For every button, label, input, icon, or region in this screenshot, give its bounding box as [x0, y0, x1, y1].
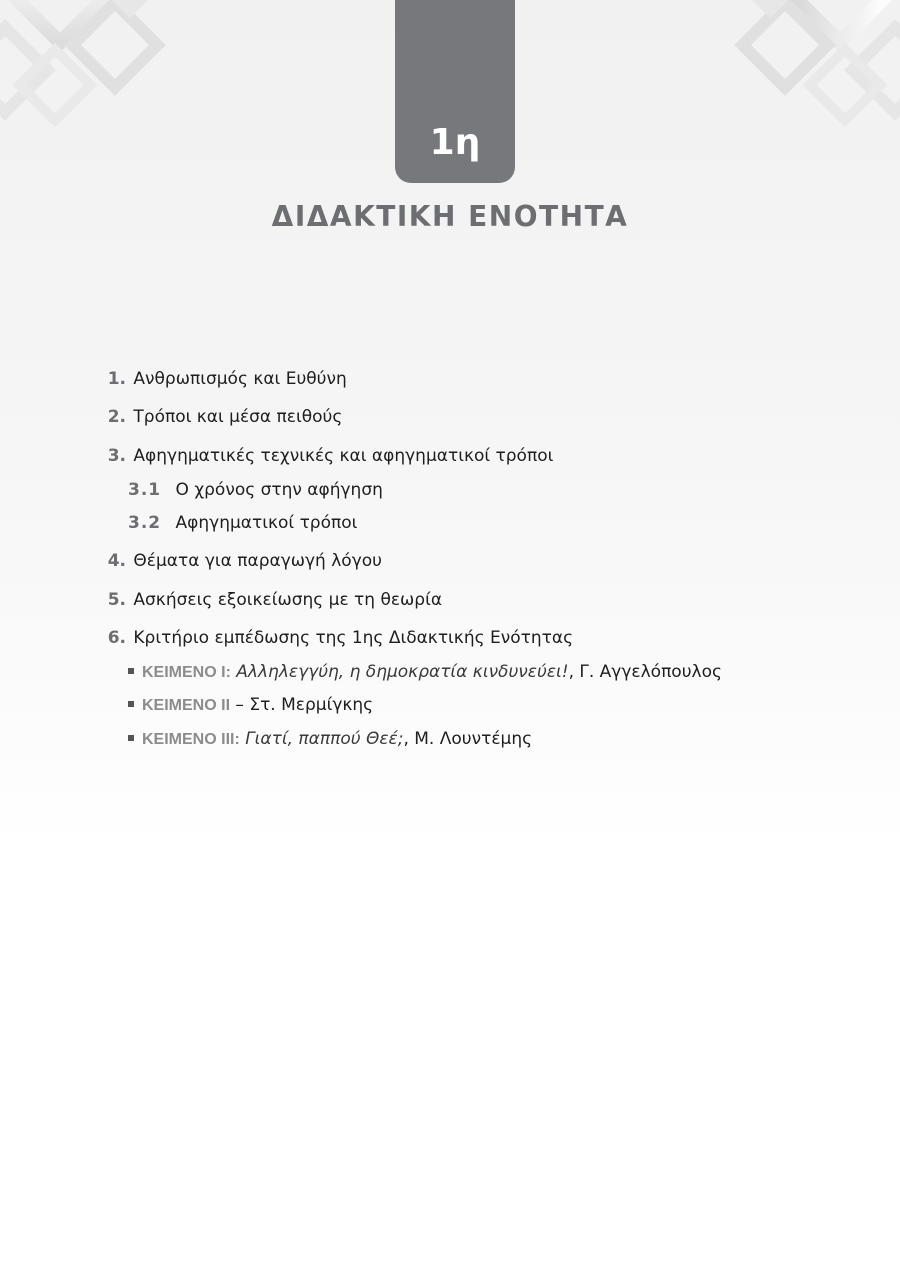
toc-item-number: 3. — [107, 446, 126, 466]
toc-item-number: 6. — [107, 628, 126, 648]
bullet-square-icon — [128, 735, 134, 741]
toc-subitem-3-2 — [128, 512, 357, 534]
chapter-tab — [395, 0, 515, 183]
toc-item-3 — [100, 445, 553, 467]
chapter-title: ΔΙΔΑΚΤΙΚΗ ΕΝΟΤΗΤΑ — [271, 200, 629, 233]
toc-subitem-number: 3.1 — [128, 480, 162, 500]
text-label: ΚΕΙΜΕΝΟ ΙΙΙ: — [142, 731, 240, 748]
toc-item-number: 2. — [107, 407, 126, 427]
text-title: Αλληλεγγύη, η δημοκρατία κινδυνεύει! — [236, 662, 569, 682]
text-author: , Γ. Αγγελόπουλος — [568, 662, 722, 682]
toc-item-2 — [100, 406, 342, 428]
toc-item-4 — [100, 550, 382, 572]
toc-item-5 — [100, 589, 442, 611]
toc-item-6 — [100, 627, 573, 649]
toc-subitem-text: Ο χρόνος στην αφήγηση — [175, 480, 383, 500]
toc-item-1 — [100, 368, 347, 390]
toc-item-text: Ανθρωπισμός και Ευθύνη — [133, 369, 347, 389]
bullet-square-icon — [128, 668, 134, 674]
toc-subitem-3-1 — [128, 479, 383, 501]
toc-item-number: 5. — [107, 590, 126, 610]
text-label: ΚΕΙΜΕΝΟ ΙΙ — [142, 697, 231, 714]
toc-item-number: 1. — [107, 369, 126, 389]
toc-item-number: 4. — [107, 551, 126, 571]
chapter-number: 1η — [429, 122, 481, 163]
toc-item-text: Κριτήριο εμπέδωσης της 1ης Διδακτικής Ενότητας — [133, 628, 574, 648]
toc-subitem-text: Αφηγηματικοί τρόποι — [175, 513, 358, 533]
bullet-square-icon — [128, 701, 134, 707]
text-title: Γιατί, παππού Θεέ; — [245, 729, 404, 749]
toc-item-text: Αφηγηματικές τεχνικές και αφηγηματικοί τρόποι — [133, 446, 554, 466]
toc-item-text: Ασκήσεις εξοικείωσης με τη θεωρία — [133, 590, 443, 610]
decorative-pattern-icon — [0, 0, 190, 150]
toc-text-entry-1 — [126, 661, 722, 684]
corner-decoration-left — [0, 0, 190, 150]
text-author: – Στ. Μερμίγκης — [230, 695, 374, 715]
toc-item-text: Τρόποι και μέσα πειθούς — [133, 407, 343, 427]
toc-text-entry-3 — [126, 728, 532, 751]
decorative-pattern-icon — [710, 0, 900, 150]
text-author: , Μ. Λουντέμης — [403, 729, 533, 749]
toc-text-entry-2 — [126, 694, 373, 717]
text-label: ΚΕΙΜΕΝΟ Ι: — [142, 664, 231, 681]
toc-item-text: Θέματα για παραγωγή λόγου — [133, 551, 382, 571]
corner-decoration-right — [710, 0, 900, 150]
toc-subitem-number: 3.2 — [128, 513, 162, 533]
